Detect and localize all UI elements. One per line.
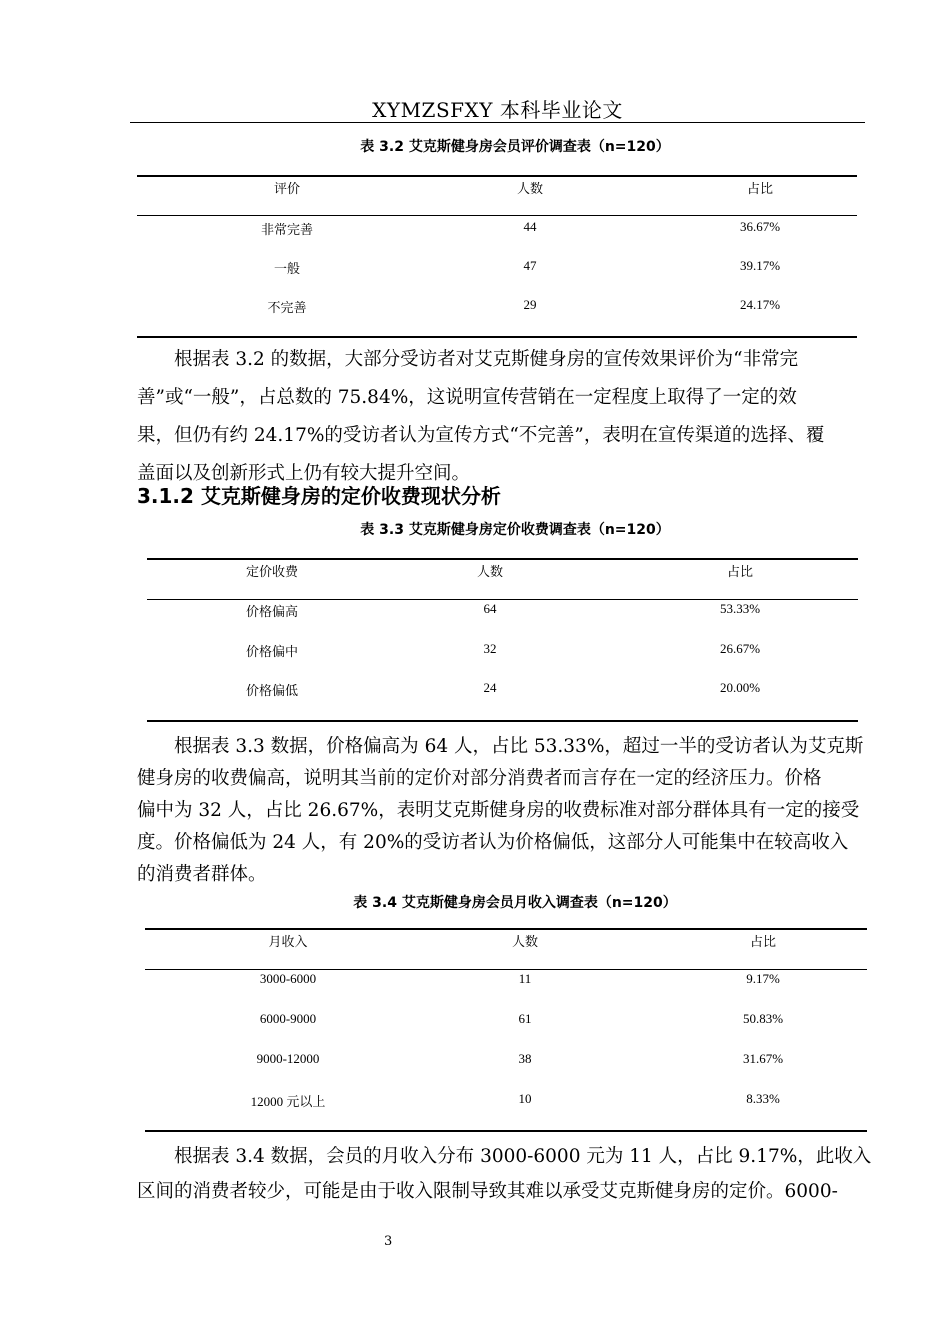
- table-cell: 64: [483, 601, 497, 616]
- table-cell: 非常完善: [260, 222, 314, 237]
- table-cell: 50.83%: [742, 1011, 784, 1026]
- table-cell: 31.67%: [742, 1051, 784, 1066]
- table-cell: 9.17%: [746, 971, 780, 986]
- table-cell: 价格偏高: [245, 604, 299, 619]
- table-cell: 26.67%: [719, 641, 761, 656]
- table-cell: 11: [518, 971, 532, 986]
- table-cell: 53.33%: [719, 601, 761, 616]
- column-header: 占比: [726, 564, 754, 579]
- table-3-3-caption: 表 3.3 艾克斯健身房定价收费调查表（n=120）: [360, 522, 670, 538]
- header-rule: [130, 122, 865, 123]
- table-cell: 不完善: [267, 300, 307, 315]
- table-cell: 61: [518, 1011, 532, 1026]
- table-cell: 36.67%: [739, 219, 781, 234]
- table-cell: 9000-12000: [256, 1051, 320, 1066]
- table-cell: 32: [483, 641, 497, 656]
- table-cell: 20.00%: [719, 680, 761, 695]
- table-cell: 12000 元以上: [250, 1094, 326, 1109]
- table-cell: 价格偏低: [245, 683, 299, 698]
- table-cell: 44: [523, 219, 537, 234]
- table-cell: 6000-9000: [259, 1011, 317, 1026]
- table-cell: 29: [523, 297, 537, 312]
- page-header-title: XYMZSFXY 本科毕业论文: [372, 98, 623, 122]
- column-header: 评价: [273, 181, 301, 196]
- column-header: 占比: [746, 181, 774, 196]
- table-cell: 价格偏中: [245, 644, 299, 659]
- column-header: 占比: [749, 934, 777, 949]
- table-3-2-caption: 表 3.2 艾克斯健身房会员评价调查表（n=120）: [360, 139, 670, 155]
- table-cell: 一般: [273, 261, 301, 276]
- table-cell: 38: [518, 1051, 532, 1066]
- table-cell: 3000-6000: [259, 971, 317, 986]
- table-cell: 10: [518, 1091, 532, 1106]
- table-3-4: [145, 928, 867, 1133]
- table-cell: 47: [523, 258, 537, 273]
- column-header: 人数: [511, 934, 539, 949]
- table-cell: 8.33%: [746, 1091, 780, 1106]
- page-number: 3: [384, 1234, 393, 1249]
- table-3-4-caption: 表 3.4 艾克斯健身房会员月收入调查表（n=120）: [353, 895, 677, 911]
- column-header: 人数: [516, 181, 544, 196]
- document-page: XYMZSFXY 本科毕业论文 表 3.2 艾克斯健身房会员评价调查表（n=120） 评价 人数 占比 非常完善 44 36.67% 一般 47 39.17% 不完善 29 24.17% 根据表 3.2 的数据，大部分受访者对艾克斯健身房的宣传效果评价为“非常完 善”或“一般”，占总数的 75.84%，这说明宣传营销在一定程度上取得了一定的效 果，但仍有约 24.17%的受访者认为宣传方式“不完善”，表明在宣传渠道的选择、覆 盖面以及创新形式上仍有较大提升空间。 3.1.2 艾克斯健身房的定价收费现状分析 表 3.3 艾克斯健身房定价收费调查表（n=120） 定价收费 人数 占比 价格偏高 64 53.33% 价格偏中 32 26.67% 价格偏低 24 20.00% 根据表 3.3 数据，价格偏高为 64 人，占比 53.33%，超过一半的受访者认为艾克斯 健身房的收费偏高，说明其当前的定价对部分消费者而言存在一定的经济压力。价格 偏中为 32 人，占比 26.67%，表明艾克斯健身房的收费标准对部分群体具有一定的接受 度。价格偏低为 24 人，有 20%的受访者认为价格偏低，这部分人可能集中在较高收入 的消费者群体。 表 3.4 艾克斯健身房会员月收入调查表（n=120） 月收入 人数 占比 3000-6000 11 9.17% 6000-9000 61 50.83% 9000-12000 38 31.67% 12000 元以上 10 8.33% 根据表 3.4 数据，会员的月收入分布 3000-6000 元为 11 人，占比 9.17%，此收入 区间的消费者较少，可能是由于收入限制导致其难以承受艾克斯健身房的定价。6000- 3: [0, 0, 950, 1344]
- section-heading: 3.1.2 艾克斯健身房的定价收费现状分析: [137, 484, 501, 508]
- column-header: 定价收费: [245, 564, 299, 579]
- column-header: 人数: [476, 564, 504, 579]
- table-cell: 24.17%: [739, 297, 781, 312]
- table-3-2: [137, 175, 857, 340]
- table-cell: 39.17%: [739, 258, 781, 273]
- table-cell: 24: [483, 680, 497, 695]
- table-3-3: [147, 558, 858, 723]
- column-header: 月收入: [268, 934, 308, 949]
